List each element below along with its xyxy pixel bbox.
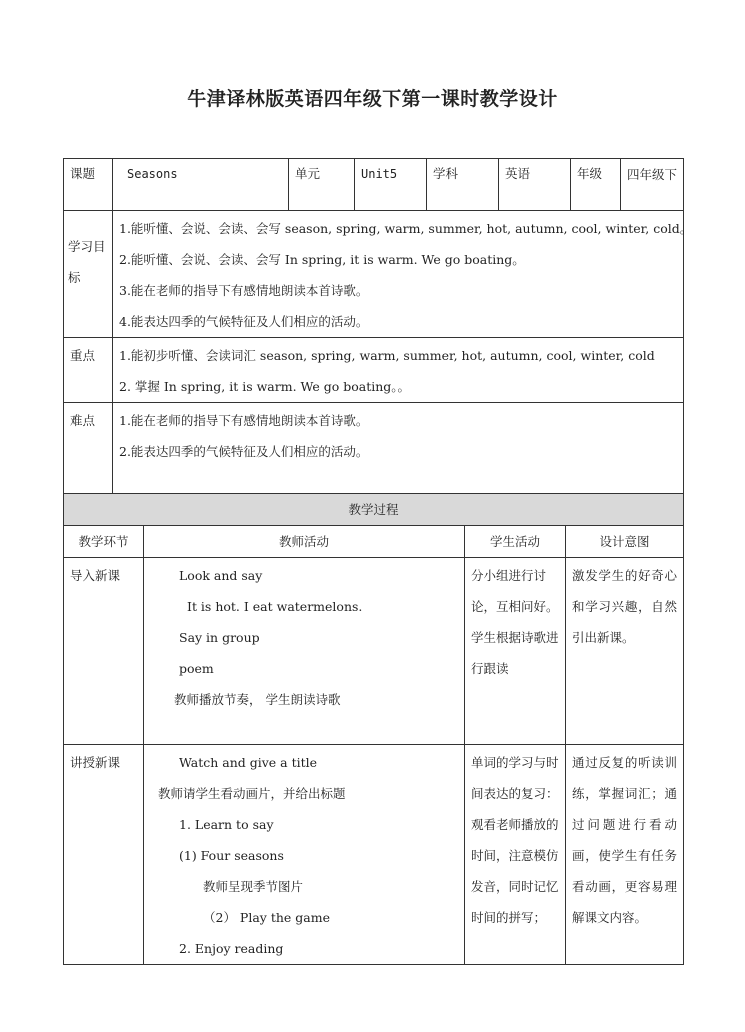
header-stage: 教学环节 [64, 526, 144, 558]
key-point-item: 2. 掌握 In spring, it is warm. We go boating。。 [119, 379, 411, 394]
key-points-content [113, 338, 684, 403]
teacher-cell [144, 745, 465, 965]
teacher-line: 1. Learn to say [179, 817, 274, 832]
unit-value: Unit5 [355, 159, 427, 211]
student-cell: 分小组进行讨论，互相问好。学生根据诗歌进行跟读 [465, 558, 566, 745]
teacher-cell [144, 558, 465, 745]
subject-value: 英语 [499, 159, 571, 211]
difficulties-content [113, 403, 684, 498]
process-section-title: 教学过程 [64, 494, 684, 526]
intent-cell: 激发学生的好奇心和学习兴趣，自然引出新课。 [566, 558, 684, 745]
difficulties-label: 难点 [64, 403, 113, 498]
header-teacher: 教师活动 [144, 526, 465, 558]
stage-cell: 导入新课 [64, 558, 144, 745]
topic-label: 课题 [64, 159, 113, 211]
difficulty-item: 2.能表达四季的气候特征及人们相应的活动。 [119, 444, 369, 459]
objectives-content [113, 211, 693, 338]
grade-label: 年级 [571, 159, 621, 211]
unit-label: 单元 [289, 159, 355, 211]
key-point-item: 1.能初步听懂、会读词汇 season, spring, warm, summer, hot, autumn, cool, winter, cold [119, 348, 655, 363]
difficulty-item: 1.能在老师的指导下有感情地朗读本首诗歌。 [119, 413, 369, 428]
objective-item: 3.能在老师的指导下有感情地朗读本首诗歌。 [119, 283, 369, 298]
teacher-line: （2） Play the game [203, 910, 330, 925]
key-points-label: 重点 [64, 338, 113, 403]
student-cell: 单词的学习与时间表达的复习：观看老师播放的时间，注意模仿发音，同时记忆时间的拼写； [465, 745, 566, 965]
document-title: 牛津译林版英语四年级下第一课时教学设计 [187, 88, 558, 110]
header-student: 学生活动 [465, 526, 566, 558]
objective-item: 4.能表达四季的气候特征及人们相应的活动。 [119, 314, 369, 329]
intent-cell: 通过反复的听读训练，掌握词汇；通过问题进行看动画，使学生有任务看动画，更容易理解课文内容。 [566, 745, 684, 965]
subject-label: 学科 [427, 159, 499, 211]
objective-item: 1.能听懂、会说、会读、会写 season, spring, warm, summer, hot, autumn, cool, winter, cold。 [119, 221, 693, 236]
teacher-line: It is hot. I eat watermelons. [187, 599, 363, 614]
lesson-info-table [63, 158, 693, 498]
objectives-label: 学习目标 [64, 211, 113, 338]
header-intent: 设计意图 [566, 526, 684, 558]
objective-item: 2.能听懂、会说、会读、会写 In spring, it is warm. We go boating。 [119, 252, 525, 267]
teacher-line: (1) Four seasons [179, 848, 284, 863]
teaching-process-table [63, 493, 684, 965]
teacher-line: Watch and give a title [179, 755, 318, 770]
teacher-line: 教师播放节奏， 学生朗读诗歌 [174, 692, 341, 707]
topic-value: Seasons [113, 159, 289, 211]
grade-value: 四年级下 [621, 159, 684, 211]
teacher-line: Look and say [179, 568, 263, 583]
teacher-line: 教师呈现季节图片 [203, 879, 304, 894]
teacher-line: Say in group [179, 630, 260, 645]
teacher-line: 2. Enjoy reading [179, 941, 284, 956]
teacher-line: 教师请学生看动画片，并给出标题 [158, 786, 346, 801]
teacher-line: poem [179, 661, 214, 676]
stage-cell: 讲授新课 [64, 745, 144, 965]
